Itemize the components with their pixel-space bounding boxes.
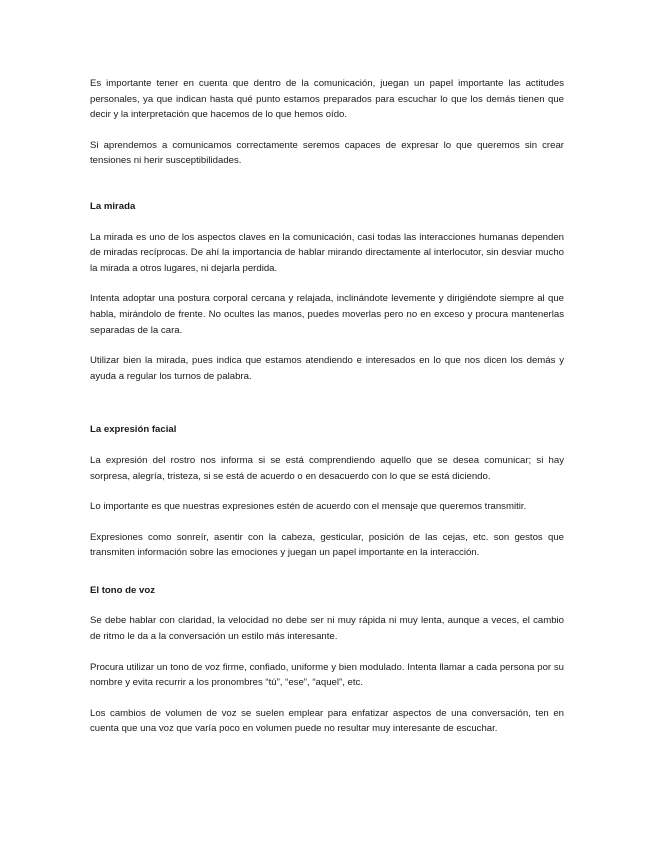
tono-paragraph-1: Se debe hablar con claridad, la velocidad no debe ser ni muy rápida ni muy lenta, aunque a veces, el cambio de ritmo le da a la conversación un estilo más interesante. — [90, 615, 564, 643]
document-page — [90, 76, 564, 737]
tono-paragraph-2: Procura utilizar un tono de voz firme, confiado, uniforme y bien modulado. Intenta llamar a cada persona por su nombre y evita recurrir a los pronombres “tú”, “ese”, “aquel”, etc. — [90, 661, 564, 689]
heading-el-tono-de-voz: El tono de voz — [90, 584, 156, 596]
tono-paragraph-3: Los cambios de volumen de voz se suelen emplear para enfatizar aspectos de una conversación, ten en cuenta que una voz que varía poco en volumen puede no resultar muy interesante de escuchar. — [90, 707, 564, 735]
mirada-paragraph-1: La mirada es uno de los aspectos claves en la comunicación, casi todas las interacciones humanas dependen de miradas recíprocas. De ahí la importancia de hablar mirando directamente al interlocutor, sin desviar mucho la mirada a otros lugares, ni dejarla perdida. — [90, 231, 564, 274]
expresion-paragraph-3: Expresiones como sonreír, asentir con la cabeza, gesticular, posición de las cejas, etc. son gestos que transmiten información sobre las emociones y juegan un papel importante en la interacción. — [90, 531, 564, 559]
heading-la-mirada: La mirada — [90, 200, 136, 212]
intro-paragraph-2: Si aprendemos a comunicamos correctamente seremos capaces de expresar lo que queremos sin crear tensiones ni herir susceptibilidades. — [90, 139, 564, 167]
heading-la-expresion-facial: La expresión facial — [90, 424, 177, 436]
intro-paragraph-1: Es importante tener en cuenta que dentro de la comunicación, juegan un papel importante las actitudes personales, ya que indican hasta qué punto estamos preparados para escuchar lo que los demás tienen que decir y la interpretación que hacemos de lo que hemos oído. — [90, 78, 564, 121]
expresion-paragraph-1: La expresión del rostro nos informa si se está comprendiendo aquello que se desea comunicar; si hay sorpresa, alegría, tristeza, si se está de acuerdo o en desacuerdo con lo que se está diciendo. — [90, 454, 564, 482]
expresion-paragraph-2: Lo importante es que nuestras expresiones estén de acuerdo con el mensaje que queremos transmitir. — [90, 501, 527, 513]
mirada-paragraph-3: Utilizar bien la mirada, pues indica que estamos atendiendo e interesados en lo que nos dicen los demás y ayuda a regular los turnos de palabra. — [90, 355, 564, 382]
mirada-paragraph-2: Intenta adoptar una postura corporal cercana y relajada, inclinándote levemente y dirigiéndote siempre al que habla, mirándolo de frente. No ocultes las manos, puedes moverlas pero no en exceso y procura mantenerlas separadas de la cara. — [90, 293, 564, 336]
